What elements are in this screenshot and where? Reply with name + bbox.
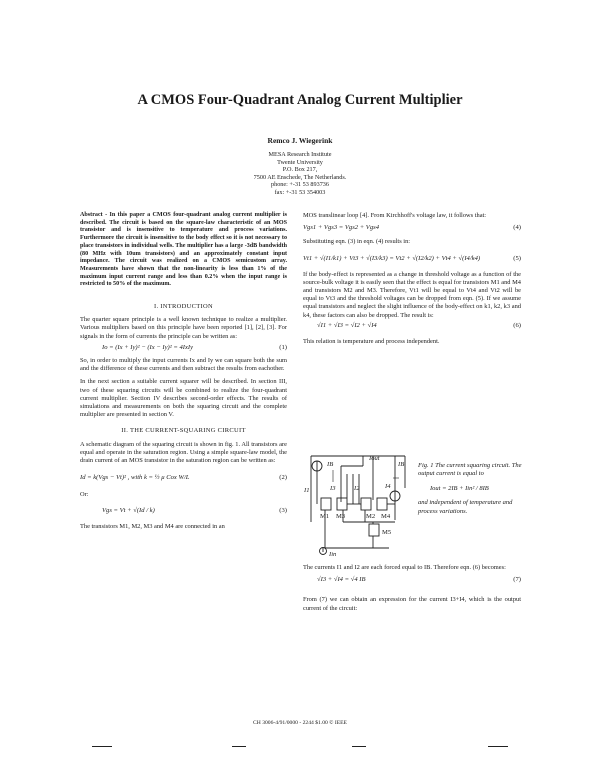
transistor-m4 [377, 498, 387, 510]
equation-number: (7) [513, 576, 521, 584]
paragraph: A schematic diagram of the squaring circuit is shown in fig. 1. All transistors are equal and operate in the saturation region. Using a simple square-law model, the drain current of an MOS transistor in the saturation region can be written as: [80, 440, 287, 465]
left-column [80, 212, 287, 531]
affiliation-line: fax: +-31 53 354003 [274, 188, 326, 196]
equation-number: (6) [513, 321, 521, 329]
equation-1 [80, 344, 287, 352]
affiliation-line: MESA Research Institute [268, 151, 332, 158]
right-column [303, 212, 521, 346]
label-i2: I2 [354, 485, 360, 492]
abstract: Abstract - In this paper a CMOS four-quadrant analog current multiplier is described. The circuit is based on the square-law characteristic of an MOS transistor and is insensitive to temperature and process variations. Furthermore the circuit is insensitive to the body effect so it is not necessary to place transistors in individual wells. The multiplier has a large -3dB bandwidth (80 MHz with 10um transistors) and an approximately constant input impedance. The circuit was realized on a CMOS semicustom array. Measurements have shown that the non-linearity is less than 1% of the maximum input current range and less than 0.2% when the input range is restricted to 50% of the maximum. [80, 212, 287, 288]
caption-text: Fig. 1 The current squaring circuit. The output current is equal to [418, 462, 522, 478]
equation-3 [80, 507, 287, 515]
label-i3: I3 [330, 485, 336, 492]
equation-7 [303, 576, 521, 584]
paragraph: If the body-effect is represented as a change in threshold voltage as a function of the source-bulk voltage it is easily seen that the effect is equal for transistors M1 and M4 and transistors M2 and M3. Therefore, Vt1 will be equal to Vt4 and Vt2 will be equal to Vt3 and the threshold voltages can be dropped from eqn. (5). If we assume equal transistors and neglect the slight influence of the body-effect on k1, k2, k3 and k4, these factors can also be dropped. The result is: [303, 270, 521, 319]
transistor-m5 [369, 524, 379, 536]
caption-equation: Iout = 2IB + Iin² / 8IB [430, 484, 489, 492]
section-heading-squaring: II. THE CURRENT-SQUARING CIRCUIT [121, 427, 246, 435]
label-m4: M4 [381, 513, 391, 520]
caption-text: and independent of temperature and process variations. [418, 499, 513, 515]
equation-number: (4) [513, 224, 521, 232]
equation-text: √I3 + √I4 = √4 IB [317, 576, 366, 584]
footer-rule [352, 746, 366, 747]
right-column-lower [303, 564, 521, 613]
paragraph: Substituting eqn. (3) in eqn. (4) results in: [303, 238, 411, 246]
label-m2: M2 [366, 513, 376, 520]
label-iin: Iin [329, 551, 337, 558]
equation-text: √I1 + √I3 = √I2 + √I4 [317, 321, 377, 329]
transistor-m1 [321, 498, 331, 510]
footer-rule [488, 746, 508, 747]
label-ib-right: IB [398, 461, 405, 468]
footer-rule [92, 746, 112, 747]
equation-text: Id = k(Vgs − Vt)² , with k = ½ μ Cox W/L [80, 474, 190, 482]
label-m1: M1 [320, 513, 330, 520]
equation-text: Vt1 + √(I1/k1) + Vt3 + √(I3/k3) = Vt2 + √(I2/k2) + Vt4 + √(I4/k4) [303, 254, 481, 262]
paragraph: The currents I1 and I2 are each forced equal to IB. Therefore eqn. (6) becomes: [303, 564, 506, 571]
paragraph: In the next section a suitable current squarer will be described. In section III, two of these squaring circuits will be combined to realize the four-quadrant current multiplier. Section IV describes second-order effects. The results of simulations and measurements on both the squaring circuit and the complete multiplier are presented in section V. [80, 378, 287, 419]
equation-6 [303, 322, 521, 330]
equation-text: Io = (Ix + Iy)² − (Ix − Iy)² = 4IxIy [102, 343, 193, 351]
current-squaring-circuit-diagram [303, 452, 413, 558]
equation-number: (3) [279, 506, 287, 514]
equation-2 [80, 474, 287, 482]
equation-5 [303, 254, 521, 264]
paragraph: So, in order to multiply the input currents Ix and Iy we can square both the sum and the difference of these currents and then subtract the results from eachother. [80, 357, 287, 373]
footer-rule [232, 746, 246, 747]
label-iout: Iout [369, 455, 380, 462]
equation-number: (1) [279, 343, 287, 351]
figure-1-caption [418, 462, 522, 516]
affiliation-line: Twente University [277, 158, 323, 166]
label-m5: M5 [382, 529, 392, 536]
transistor-m2 [361, 498, 371, 510]
author-name: Remco J. Wiegerink [267, 136, 333, 145]
section-heading-introduction: I. INTRODUCTION [153, 303, 214, 311]
paragraph: The quarter square principle is a well known technique to realize a multiplier. Various multipliers based on this principle have been reported [1], [2], [3]. For signals in the form of currents the principle can be written as: [80, 316, 287, 340]
equation-text: Vgs = Vt + √(Id / k) [102, 506, 155, 514]
affiliation-line: 7500 AE Enschede, The Netherlands. [253, 173, 347, 181]
affiliation-line: P.O. Box 217, [282, 166, 318, 174]
label-i4: I4 [385, 483, 391, 490]
or-label: Or: [80, 491, 89, 499]
page-footer: CH 3006-4/91/0000 - 2244 $1.00 © IEEE [253, 720, 347, 726]
paragraph: This relation is temperature and process independent. [303, 338, 440, 346]
paper-title: A CMOS Four-Quadrant Analog Current Multiplier [137, 92, 463, 108]
equation-number: (2) [279, 474, 287, 482]
label-ib-left: IB [327, 461, 334, 468]
label-m3: M3 [336, 513, 346, 520]
equation-text: Vgs1 + Vgs3 = Vgs2 + Vgs4 [303, 224, 379, 232]
paragraph: The transistors M1, M2, M3 and M4 are connected in an [80, 522, 225, 530]
equation-number: (5) [513, 255, 521, 263]
paragraph: From (7) we can obtain an expression for the current I3+I4, which is the output current of the circuit: [303, 596, 521, 612]
affiliation-block [0, 151, 600, 197]
affiliation-line: phone: +-31 53 893736 [271, 181, 329, 189]
equation-4 [303, 224, 521, 232]
label-i1: I1 [304, 487, 310, 494]
paragraph: MOS translinear loop [4]. From Kirchhoff's voltage law, it follows that: [303, 212, 487, 219]
transistor-m3 [337, 498, 347, 510]
